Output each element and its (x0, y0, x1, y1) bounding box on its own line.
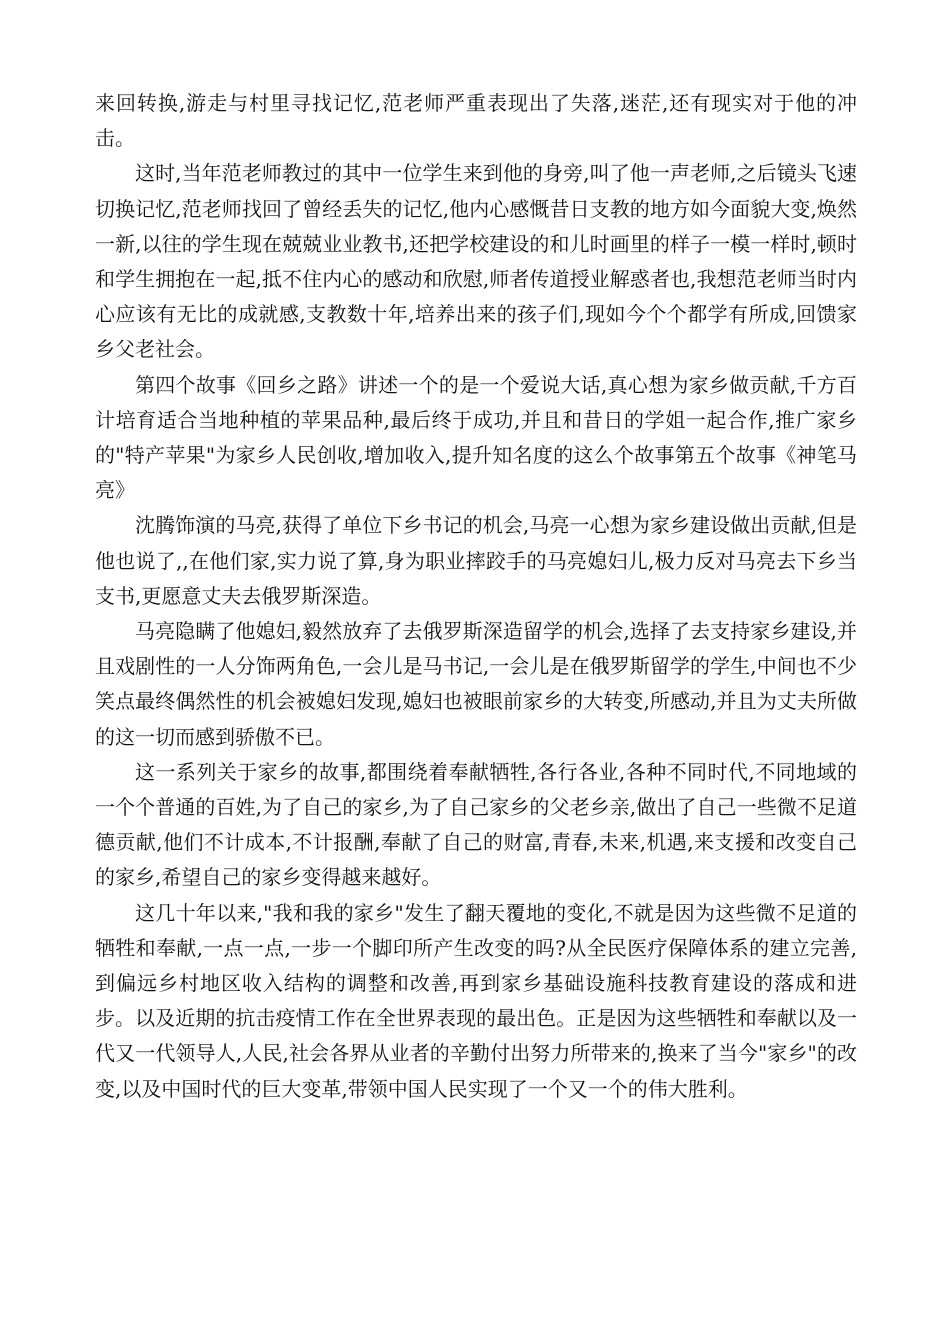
paragraph-hometown-stories: 这一系列关于家乡的故事,都围绕着奉献牺牲,各行各业,各种不同时代,不同地域的一个个普通的百姓,为了自己的家乡,为了自己家乡的父老乡亲,做出了自己一些微不足道德贡献,他们不计成本,不计报酬,奉献了自己的财富,青春,未来,机遇,来支援和改变自己的家乡,希望自己的家乡变得越来越好。 (95, 759, 857, 890)
paragraph-fourth-story: 第四个故事《回乡之路》讲述一个的是一个爱说大话,真心想为家乡做贡献,千方百计培育适合当地种植的苹果品种,最后终于成功,并且和昔日的学姐一起合作,推广家乡的"特产苹果"为家乡人民创收,增加收入,提升知名度的这么个故事第五个故事《神笔马亮》 (95, 372, 857, 503)
paragraph-teacher-reunion: 这时,当年范老师教过的其中一位学生来到他的身旁,叫了他一声老师,之后镜头飞速切换记忆,范老师找回了曾经丢失的记忆,他内心感慨昔日支教的地方如今面貌大变,焕然一新,以往的学生现在兢兢业业教书,还把学校建设的和儿时画里的样子一模一样时,顿时和学生拥抱在一起,抵不住内心的感动和欣慰,师者传道授业解惑者也,我想范老师当时内心应该有无比的成就感,支教数十年,培养出来的孩子们,现如今个个都学有所成,回馈家乡父老社会。 (95, 161, 857, 362)
paragraph-ma-liang-intro: 沈腾饰演的马亮,获得了单位下乡书记的机会,马亮一心想为家乡建设做出贡献,但是他也说了,,在他们家,实力说了算,身为职业摔跤手的马亮媳妇儿,极力反对马亮去下乡当支书,更愿意丈夫去俄罗斯深造。 (95, 513, 857, 608)
document-body (95, 86, 857, 1107)
paragraph-conclusion: 这几十年以来,"我和我的家乡"发生了翻天覆地的变化,不就是因为这些微不足道的牺牲和奉献,一点一点,一步一个脚印所产生改变的吗?从全民医疗保障体系的建立完善,到偏远乡村地区收入结构的调整和改善,再到家乡基础设施科技教育建设的落成和进步。以及近期的抗击疫情工作在全世界表现的最出色。正是因为这些牺牲和奉献以及一代又一代领导人,人民,社会各界从业者的辛勤付出努力所带来的,换来了当今"家乡"的改变,以及中国时代的巨大变革,带领中国人民实现了一个又一个的伟大胜利。 (95, 900, 857, 1101)
paragraph-ma-liang-choice: 马亮隐瞒了他媳妇,毅然放弃了去俄罗斯深造留学的机会,选择了去支持家乡建设,并且戏剧性的一人分饰两角色,一会儿是马书记,一会儿是在俄罗斯留学的学生,中间也不少笑点最终偶然性的机会被媳妇发现,媳妇也被眼前家乡的大转变,所感动,并且为丈夫所做的这一切而感到骄傲不已。 (95, 619, 857, 749)
paragraph-continuation: 来回转换,游走与村里寻找记忆,范老师严重表现出了失落,迷茫,还有现实对于他的冲击。 (95, 91, 857, 151)
